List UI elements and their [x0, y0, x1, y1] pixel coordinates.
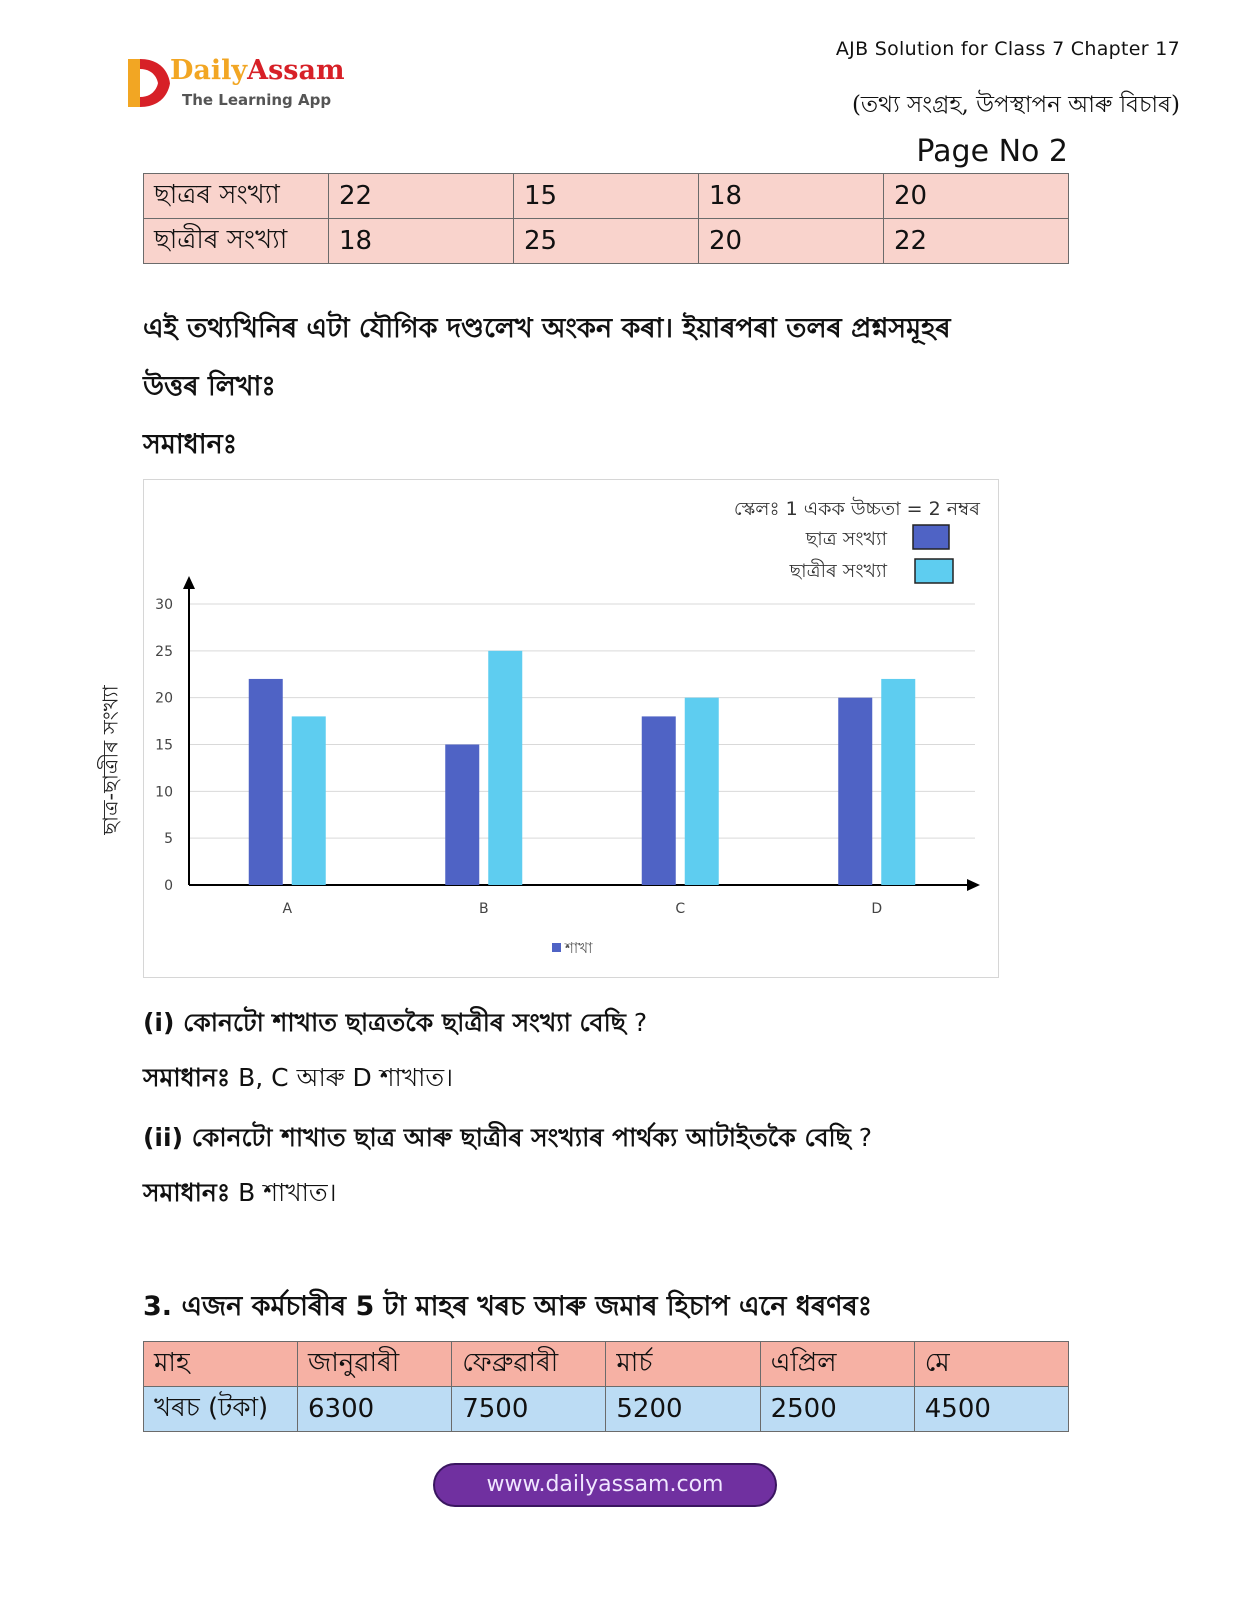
x-axis-label: শাখা — [565, 939, 593, 957]
question-i-mark: ? — [633, 1008, 648, 1037]
y-tick-label: 30 — [155, 597, 173, 613]
table-cell: ছাত্ৰীৰ সংখ্যা — [144, 219, 329, 264]
table-header-cell: জানুৱাৰী — [298, 1342, 452, 1387]
logo-tagline: The Learning App — [182, 91, 332, 109]
table-cell: 15 — [514, 174, 699, 219]
y-tick-label: 0 — [164, 878, 173, 894]
y-axis-arrow-icon — [183, 576, 195, 589]
question-ii-text: (ii) কোনটো শাখাত ছাত্ৰ আৰু ছাত্ৰীৰ সংখ্যাৰ পাৰ্থক্য আটাইতকৈ বেছি — [143, 1123, 851, 1152]
page-number: Page No 2 — [916, 134, 1068, 169]
y-tick-label: 25 — [155, 643, 173, 660]
bar-C-2 — [685, 698, 719, 885]
table-cell: 22 — [884, 219, 1069, 264]
x-tick-label: A — [282, 901, 293, 917]
solution-label: সমাধানঃ — [143, 429, 238, 460]
table-cell: 7500 — [452, 1387, 606, 1432]
y-tick-label: 10 — [155, 784, 173, 801]
scale-note: স্কেলঃ 1 একক উচ্চতা = 2 নম্বৰ — [733, 498, 980, 520]
table-row — [144, 1387, 1069, 1432]
bar-B-2 — [488, 651, 522, 885]
table-cell: 4500 — [914, 1387, 1068, 1432]
bar-A-2 — [292, 716, 326, 885]
footer-url[interactable]: www.dailyassam.com — [433, 1463, 777, 1507]
question-line-2: উত্তৰ লিখাঃ — [143, 371, 276, 402]
table-cell: 5200 — [606, 1387, 760, 1432]
answer-ii-label: সমাধানঃ — [143, 1178, 231, 1207]
question-3: 3. এজন কৰ্মচাৰীৰ 5 টা মাহৰ খৰচ আৰু জমাৰ হিচাপ এনে ধৰণৰঃ — [143, 1291, 873, 1322]
bar-C-1 — [642, 716, 676, 885]
logo-d-icon — [126, 57, 170, 109]
answer-i — [143, 1058, 453, 1101]
bar-chart — [143, 479, 997, 976]
legend-swatch — [913, 525, 949, 549]
table-cell: 20 — [699, 219, 884, 264]
table-cell: 18 — [699, 174, 884, 219]
table-cell: 25 — [514, 219, 699, 264]
bar-D-1 — [838, 698, 872, 885]
students-table — [143, 173, 1069, 264]
question-i-text: (i) কোনটো শাখাত ছাত্ৰতকৈ ছাত্ৰীৰ সংখ্যা বেছি — [143, 1008, 626, 1037]
logo — [126, 55, 366, 115]
table-cell: খৰচ (টকা) — [144, 1387, 298, 1432]
logo-brand-assam: Assam — [247, 55, 345, 86]
table-cell: 18 — [329, 219, 514, 264]
bar-D-2 — [881, 679, 915, 885]
chapter-subtitle: (তথ্য সংগ্ৰহ, উপস্থাপন আৰু বিচাৰ) — [851, 92, 1180, 118]
question-ii-mark: ? — [858, 1123, 873, 1152]
table-header-cell: মাৰ্চ — [606, 1342, 760, 1387]
table-cell: ছাত্ৰৰ সংখ্যা — [144, 174, 329, 219]
table-header-row — [144, 1342, 1069, 1387]
answer-ii-text: B শাখাত। — [230, 1178, 337, 1207]
table-cell: 2500 — [760, 1387, 914, 1432]
table-cell: 6300 — [298, 1387, 452, 1432]
x-tick-label: D — [871, 901, 883, 917]
y-axis-label: ছাত্ৰ-ছাত্ৰীৰ সংখ্যা — [98, 685, 123, 835]
bar-A-1 — [249, 679, 283, 885]
legend-swatch — [915, 559, 953, 583]
logo-brand-daily: Daily — [170, 55, 248, 86]
logo-brand — [170, 55, 345, 86]
question-ii — [143, 1118, 872, 1161]
y-tick-label: 5 — [164, 831, 173, 848]
table-row — [144, 174, 1069, 219]
table-row — [144, 219, 1069, 264]
y-tick-label: 20 — [155, 690, 173, 707]
table-cell: 22 — [329, 174, 514, 219]
table-header-cell: মাহ — [144, 1342, 298, 1387]
expense-table — [143, 1341, 1069, 1432]
answer-i-label: সমাধানঃ — [143, 1063, 231, 1092]
bar-B-1 — [445, 745, 479, 886]
legend-label: ছাত্ৰীৰ সংখ্যা — [789, 560, 887, 582]
answer-ii — [143, 1173, 337, 1216]
y-tick-label: 15 — [155, 737, 173, 754]
legend-label: ছাত্ৰ সংখ্যা — [805, 528, 887, 550]
x-tick-label: C — [675, 901, 686, 917]
table-header-cell: ফেব্ৰুৱাৰী — [452, 1342, 606, 1387]
table-cell: 20 — [884, 174, 1069, 219]
y-axis-label-wrap — [92, 660, 132, 860]
question-line-1: এই তথ্যখিনিৰ এটা যৌগিক দণ্ডলেখ অংকন কৰা। ইয়াৰপৰা তলৰ প্ৰশ্নসমূহৰ — [143, 313, 951, 344]
table-header-cell: এপ্ৰিল — [760, 1342, 914, 1387]
x-axis-arrow-icon — [967, 879, 980, 891]
x-label-swatch — [552, 943, 561, 952]
x-tick-label: B — [478, 901, 489, 917]
question-i — [143, 1003, 647, 1046]
table-header-cell: মে — [914, 1342, 1068, 1387]
chapter-title: AJB Solution for Class 7 Chapter 17 — [835, 38, 1180, 60]
answer-i-text: B, C আৰু D শাখাত। — [230, 1063, 454, 1092]
